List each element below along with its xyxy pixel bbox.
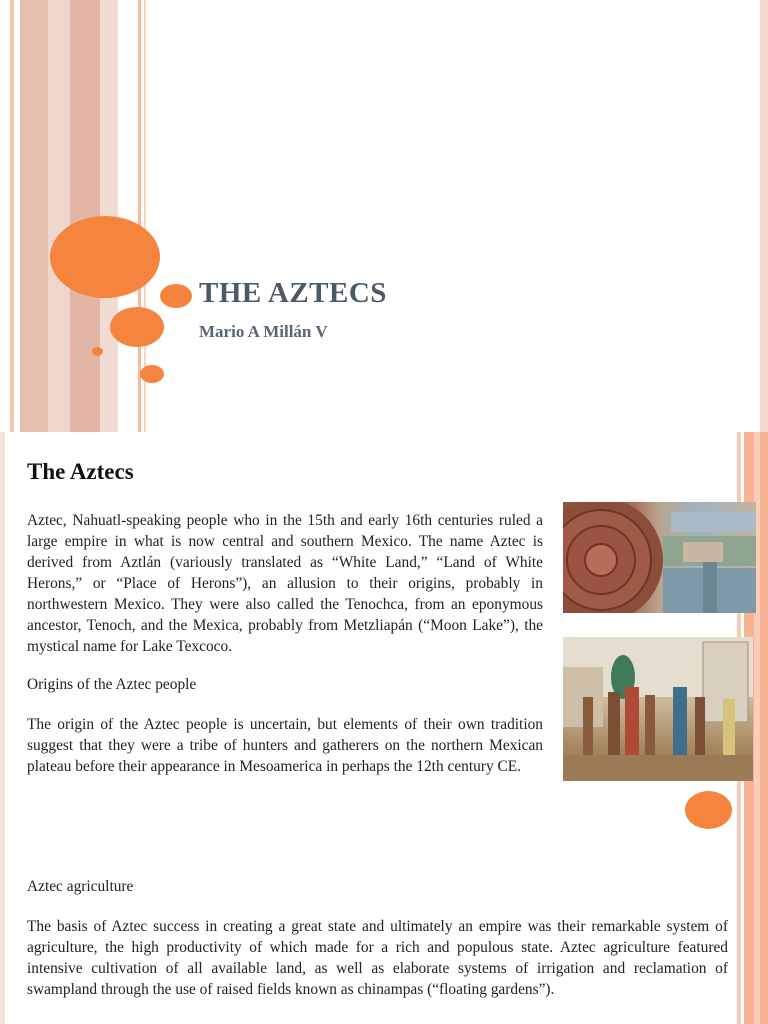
slide-heading: The Aztecs: [27, 459, 134, 484]
subheading-origins: Origins of the Aztec people: [27, 676, 197, 693]
decorative-stripe: [10, 0, 14, 432]
paragraph-origins: The origin of the Aztec people is uncertain, but elements of their own tradition suggest that they were a tribe of hunters and gatherers on the northern Mexican plateau before their appearance in Mesoamerica in perhaps the 12th century CE.: [27, 716, 543, 775]
decorative-stripe: [760, 0, 768, 432]
paragraph-agriculture: The basis of Aztec success in creating a great state and ultimately an empire was their remarkable system of agriculture, the high productivity of which made for a rich and populous state. Aztec agriculture featured intensive cultivation of all available land, as well as elaborate systems of irrigation and reclamation of swampland through the use of raised fields known as chinampas (“floating gardens”).: [27, 918, 728, 998]
decorative-circle: [160, 284, 192, 308]
slide-title: THE AZTECS: [199, 277, 387, 309]
decorative-circle: [50, 216, 160, 298]
title-slide: [0, 0, 768, 432]
decorative-stripe: [0, 432, 5, 1024]
subheading-agriculture: Aztec agriculture: [27, 878, 134, 895]
decorative-stripe: [48, 0, 70, 432]
decorative-stripe: [138, 0, 141, 432]
slide-author: Mario A Millán V: [199, 322, 328, 341]
decorative-circle: [140, 365, 164, 383]
decorative-circle: [92, 347, 103, 356]
aztec-procession-painting-image: [563, 637, 753, 781]
content-slide: [0, 432, 768, 1024]
decorative-stripe: [20, 0, 48, 432]
paragraph-intro: Aztec, Nahuatl-speaking people who in the 15th and early 16th centuries ruled a large empire in what is now central and southern Mexico. The name Aztec is derived from Aztlán (variously translated as “White Land,” “Land of White Herons,” or “Place of Herons”), an allusion to their origins, probably in northwestern Mexico. They were also called the Tenochca, from an eponymous ancestor, Tenoch, and the Mexica, probably from Metzliapán (“Moon Lake”), the mystical name for Lake Texcoco.: [27, 512, 543, 655]
decorative-circle: [110, 307, 164, 347]
aztec-calendar-stone-image: [563, 502, 756, 613]
decorative-circle: [685, 791, 732, 829]
